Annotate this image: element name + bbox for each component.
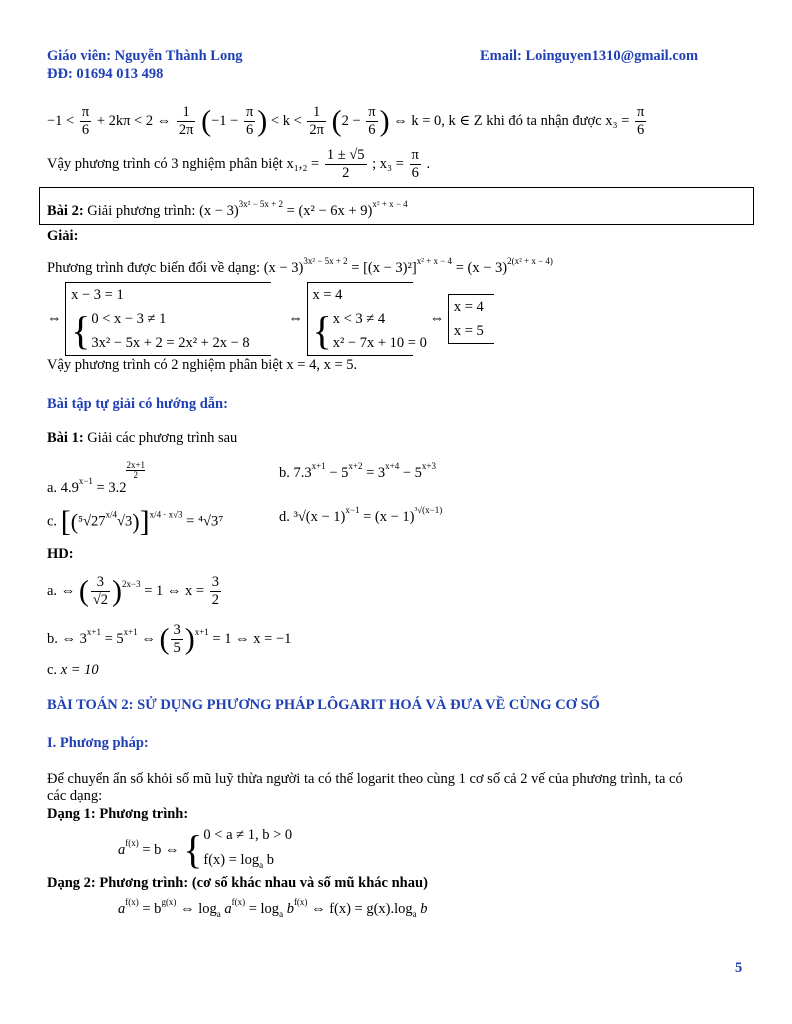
bai1-c: c. $[(^5√27^{x/4}√3)]^{x/4 \cdot x√3} = ^4√3^7$ xyxy=(47,505,224,538)
header-teacher: Giáo viên: Nguyễn Thành Long xyxy=(47,48,243,64)
giai-transform: Phương trình được biến đổi về dạng: $(x - 3)^{3x^2 - 5x + 2} = [(x - 3)^2]^{x^2 + x - 4} = (x - 3)^{2(x^2 + x - 4)}$ xyxy=(47,256,553,276)
dang1-formula: $a^{f(x)} = b$ ⇔ { 0 < a ≠ 1, b > 0 $f(x) = \log_a b$ xyxy=(118,827,293,873)
conclusion-2: Vậy phương trình có 2 nghiệm phân biệt x = 4, x = 5. xyxy=(47,357,358,373)
system-1: x − 3 = 1 { 0 < x − 3 ≠ 1 3x² − 5x + 2 = 2x² + 2x − 8 xyxy=(65,282,271,356)
hd-label: HD: xyxy=(47,546,74,562)
method-title: I. Phương pháp: xyxy=(47,735,149,751)
method-text: Để chuyển ẩn số khỏi số mũ luỹ thừa người ta có thể logarit theo cùng 1 cơ số cả 2 vế của phương trình, ta có xyxy=(47,771,683,787)
hd-b: b. ⇔ $3^{x+1} = 5^{x+1}$ ⇔ ( $\frac{3}{5}$ )$^{x+1}$ = 1 ⇔ x = −1 xyxy=(47,622,292,656)
bai2-problem: Bài 2: Giải phương trình: $(x - 3)^{3x^2 - 5x + 2} = (x^2 - 6x + 9)^{x^2 + x - 4}$ xyxy=(47,199,408,219)
system-2: x = 4 { x < 3 ≠ 4 x² − 7x + 10 = 0 xyxy=(307,282,413,356)
dang1-title: Dạng 1: Phương trình: xyxy=(47,806,189,822)
header-phone: ĐĐ: 01694 013 498 xyxy=(47,66,164,82)
bai1-b: b. $7.3^{x+1} - 5^{x+2} = 3^{x+4} - 5^{x+3}$ xyxy=(279,461,436,481)
bai1-d: d. $^3√(x - 1)^{x-1} = (x - 1)^{^3√(x-1)}$ xyxy=(279,505,443,525)
eq-line-1: −1 < $\frac{\pi}{6}$ + 2kπ < 2 ⇔ $\frac{1}{2\pi}$ (−1 − $\frac{\pi}{6}$ ) < k < $\frac{1}{2\pi}$ (2 − $\frac{\pi}{6}$ ) ⇔ k = 0, k ∈ Z khi đó ta nhận được x₃ = $\frac{\pi}{6}$ xyxy=(47,104,645,138)
system-3: x = 4 x = 5 xyxy=(448,294,494,344)
conclusion-1: Vậy phương trình có 3 nghiệm phân biệt x₁,₂ = $\frac{1 \pm √5}{2}$ ; x₃ = $\frac{\pi}{6}$ . xyxy=(47,147,431,181)
system-block: ⇔ x − 3 = 1 { 0 < x − 3 ≠ 1 3x² − 5x + 2 = 2x² + 2x − 8 ⇔ x = 4 { x < 3 ≠ 4 x² − 7x + 10 = 0 ⇔ x = 4 x = 5 xyxy=(47,282,494,356)
hd-c: c. x = 10 xyxy=(47,662,99,678)
page-number: 5 xyxy=(735,960,743,976)
dang2-title: Dạng 2: Phương trình: (cơ số khác nhau và số mũ khác nhau) xyxy=(47,875,428,891)
frac-pi-6: $\frac{\pi}{6}$ xyxy=(81,104,90,138)
hd-a: a. ⇔ ( $\frac{3}{√2}$ )$^{2x-3}$ = 1 ⇔ x = $\frac{3}{2}$ xyxy=(47,574,219,608)
bai1-title: Bài 1: Giải các phương trình sau xyxy=(47,430,238,446)
bai1-a: a. $4.9^{x-1} = 3.2$ $^{\frac{2x+1}{2}}$ xyxy=(47,460,146,496)
dang2-formula: $a^{f(x)} = b^{g(x)}$ ⇔ $\log_a a^{f(x)} = \log_a b^{f(x)}$ ⇔ $f(x) = g(x).\log_a$ b xyxy=(118,897,428,919)
self-study-title: Bài tập tự giải có hướng dẫn: xyxy=(47,396,228,412)
header-email: Email: Loinguyen1310@gmail.com xyxy=(480,48,699,64)
method-text-2: các dạng: xyxy=(47,788,103,804)
section2-title: BÀI TOÁN 2: SỬ DỤNG PHƯƠNG PHÁP LÔGARIT HOÁ VÀ ĐƯA VỀ CÙNG CƠ SỐ xyxy=(47,697,600,713)
giai-label: Giải: xyxy=(47,228,79,244)
